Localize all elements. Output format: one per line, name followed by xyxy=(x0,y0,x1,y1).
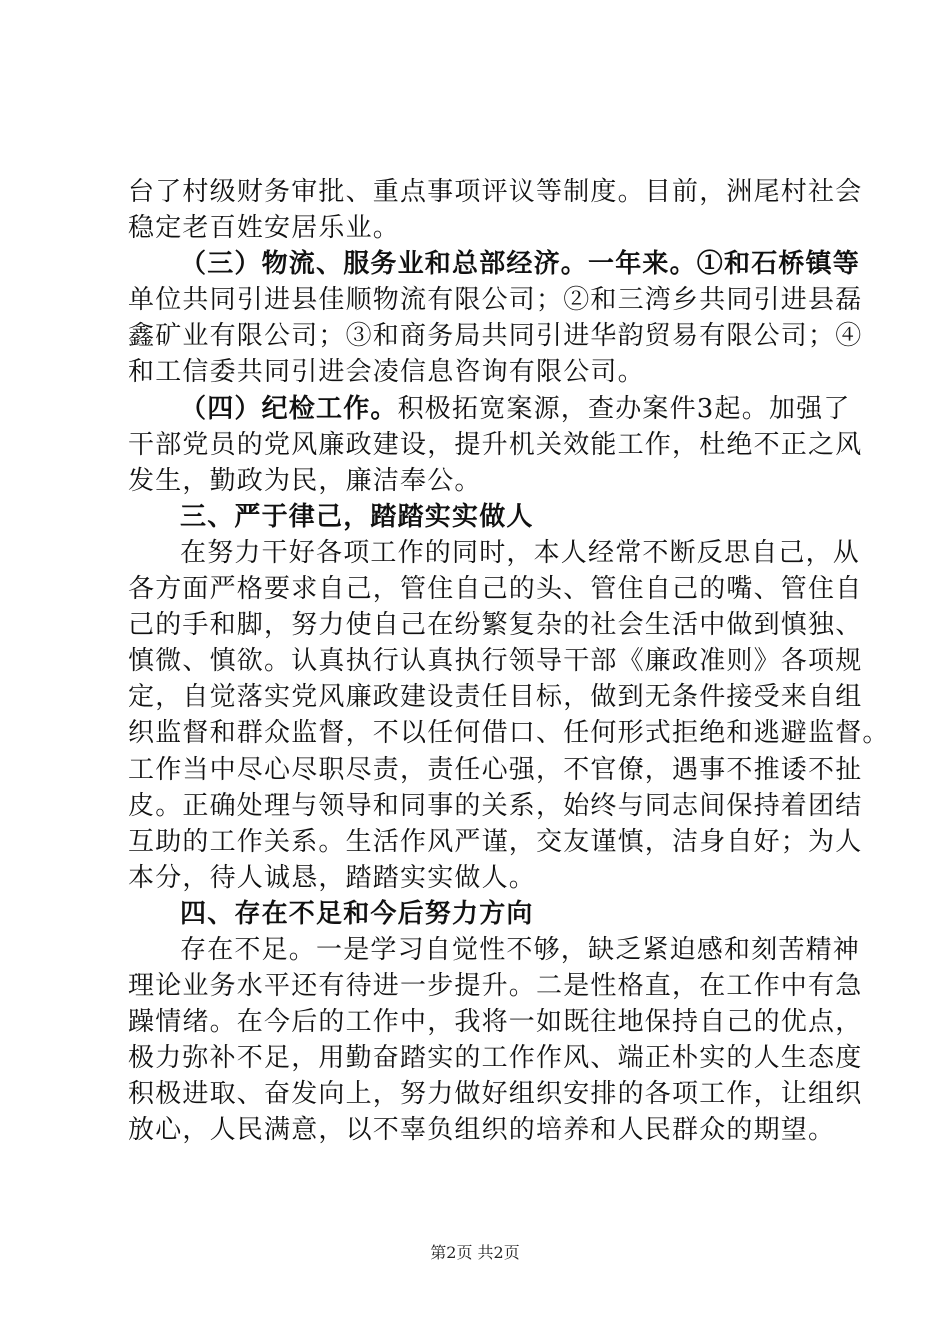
section-4-heading-line xyxy=(128,391,851,427)
body-line xyxy=(128,354,848,390)
page-number-label: 第2页 共2页 xyxy=(430,1243,520,1262)
section-3-heading-line xyxy=(128,246,861,282)
body-line xyxy=(128,715,890,751)
line-text: 发生，勤政为民，廉洁奉公。 xyxy=(128,465,482,496)
section-3-label: （三） xyxy=(180,249,262,280)
line-text: 台了村级财务审批、重点事项评议等制度。目前，洲尾村社会 xyxy=(128,177,863,207)
body-line xyxy=(128,427,863,463)
line-text: 干部党员的党风廉政建设，提升机关效能工作，杜绝不正之风 xyxy=(128,429,863,460)
body-line xyxy=(128,1040,863,1076)
line-text: 各方面严格要求自己，管住自己的头、管住自己的嘴、管住自 xyxy=(128,574,863,605)
line-text: 物流、服务业和总部经济。一年来。①和石桥镇等 xyxy=(261,249,861,280)
line-text: 积极拓宽案源，查办案件3起。加强了 xyxy=(397,393,851,424)
document-body xyxy=(128,174,890,1149)
body-line xyxy=(128,679,863,715)
body-line xyxy=(128,282,863,318)
line-text: 慎微、慎欲。认真执行认真执行领导干部《廉政准则》各项规 xyxy=(128,646,863,677)
body-line xyxy=(128,210,848,246)
body-line xyxy=(128,571,863,607)
line-text: 躁情绪。在今后的工作中，我将一如既往地保持自己的优点， xyxy=(128,1007,863,1038)
body-line xyxy=(128,318,863,354)
line-text: 在努力干好各项工作的同时，本人经常不断反思自己，从 xyxy=(180,537,861,568)
line-text: 理论业务水平还有待进一步提升。二是性格直，在工作中有急 xyxy=(128,971,863,1002)
paragraph-first-line xyxy=(128,932,861,968)
body-line xyxy=(128,643,863,679)
line-text: 存在不足。一是学习自觉性不够，缺乏紧迫感和刻苦精神 xyxy=(180,934,861,965)
body-line xyxy=(128,860,848,896)
line-text: 皮。正确处理与领导和同事的关系，始终与同志间保持着团结 xyxy=(128,790,863,821)
body-line xyxy=(128,824,863,860)
line-text: 积极进取、奋发向上，努力做好组织安排的各项工作，让组织 xyxy=(128,1079,863,1110)
line-text: 定，自觉落实党风廉政建设责任目标，做到无条件接受来自组 xyxy=(128,682,863,713)
line-text: 己的手和脚，努力使自己在纷繁复杂的社会生活中做到慎独、 xyxy=(128,610,863,641)
body-line xyxy=(128,463,848,499)
heading-text: 四、存在不足和今后努力方向 xyxy=(180,898,534,929)
heading-three xyxy=(128,499,848,535)
section-4-label: （四）纪检工作。 xyxy=(180,393,398,424)
line-text: 工作当中尽心尽职尽责，责任心强，不官僚，遇事不推诿不扯 xyxy=(128,754,863,785)
line-text: 极力弥补不足，用勤奋踏实的工作作风、端正朴实的人生态度 xyxy=(128,1043,863,1074)
body-line xyxy=(128,968,863,1004)
heading-four xyxy=(128,896,848,932)
body-line xyxy=(128,1076,863,1112)
body-line xyxy=(128,788,863,824)
page-footer xyxy=(0,1243,950,1263)
line-text: 织监督和群众监督，不以任何借口、任何形式拒绝和逃避监督。 xyxy=(128,718,890,749)
line-text: 稳定老百姓安居乐业。 xyxy=(128,213,401,244)
line-text: 互助的工作关系。生活作风严谨，交友谨慎，洁身自好；为人 xyxy=(128,826,863,857)
line-text: 单位共同引进县佳顺物流有限公司；②和三湾乡共同引进县磊 xyxy=(128,285,863,316)
paragraph-first-line xyxy=(128,535,861,571)
body-line xyxy=(128,174,863,210)
body-line xyxy=(128,752,863,788)
line-text: 和工信委共同引进会凌信息咨询有限公司。 xyxy=(128,357,645,388)
body-line xyxy=(128,1112,848,1148)
body-line xyxy=(128,1004,863,1040)
line-text: 本分，待人诚恳，踏踏实实做人。 xyxy=(128,862,537,893)
heading-text: 三、严于律己，踏踏实实做人 xyxy=(180,501,534,532)
line-text: 鑫矿业有限公司；③和商务局共同引进华韵贸易有限公司；④ xyxy=(128,321,863,352)
body-line xyxy=(128,607,863,643)
line-text: 放心，人民满意，以不辜负组织的培养和人民群众的期望。 xyxy=(128,1115,836,1146)
